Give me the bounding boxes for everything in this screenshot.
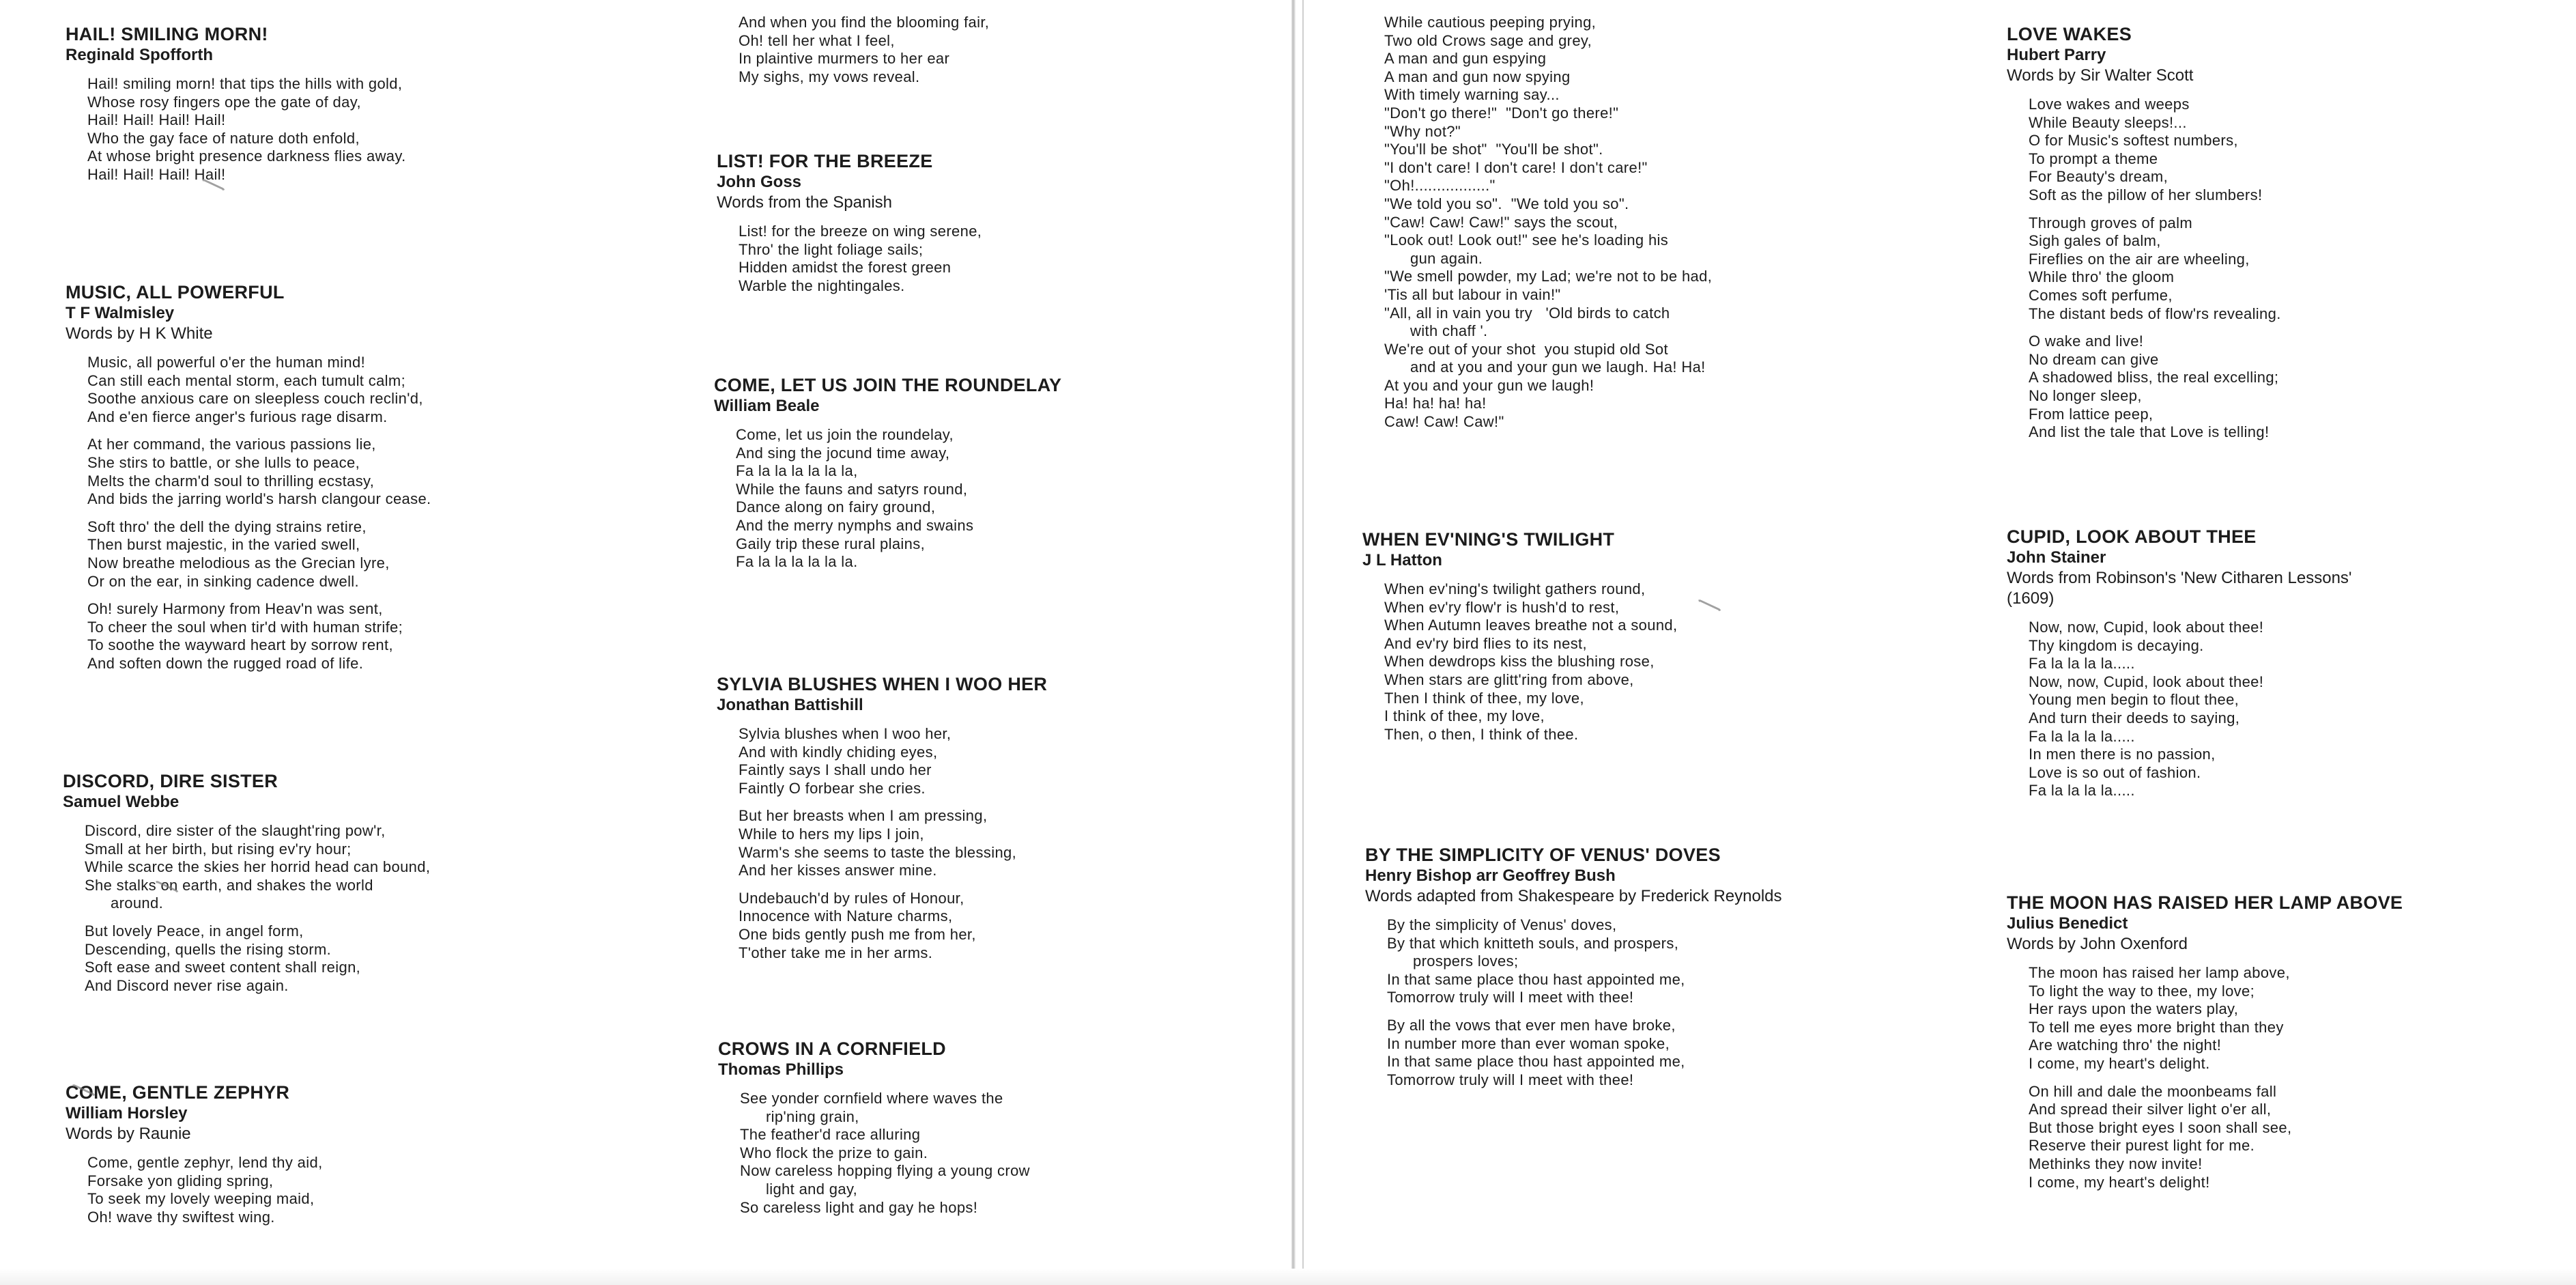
- lyric-line: Fireflies on the air are wheeling,: [2029, 250, 2250, 268]
- lyric-line: "Why not?": [1384, 122, 1461, 140]
- song-composer: John Stainer: [2007, 548, 2106, 567]
- lyric-line: Soothe anxious care on sleepless couch reclin'd,: [87, 390, 423, 408]
- verse: [63, 822, 582, 913]
- song-title: BY THE SIMPLICITY OF VENUS' DOVES: [1365, 845, 1721, 865]
- lyric-line: Faintly says I shall undo her: [739, 761, 932, 779]
- lyric-line: Fa la la la la.....: [2029, 655, 2135, 673]
- lyric-line: When ev'ry flow'r is hush'd to rest,: [1384, 598, 1620, 616]
- song-crows-in-a-cornfield: [718, 1038, 1237, 1217]
- lyric-line: We're out of your shot you stupid old Sot: [1384, 340, 1668, 358]
- song-title: CUPID, LOOK ABOUT THEE: [2007, 526, 2257, 547]
- lyric-line: Come, let us join the roundelay,: [736, 426, 954, 443]
- lyric-line: Innocence with Nature charms,: [739, 907, 953, 925]
- lyric-line: The distant beds of flow'rs revealing.: [2029, 305, 2281, 322]
- verse: [714, 426, 1233, 571]
- lyric-line: Now, now, Cupid, look about thee!: [2029, 619, 2264, 636]
- verse: [1365, 1017, 1816, 1089]
- verse: [2007, 1083, 2525, 1192]
- lyric-line: Now careless hopping flying a young crow: [740, 1162, 1030, 1180]
- lyric-line: But her breasts when I am pressing,: [739, 807, 988, 825]
- verse: [717, 223, 1235, 295]
- song-continuation-9: [1362, 14, 1881, 432]
- lyric-line: Fa la la la la.....: [2029, 727, 2135, 745]
- lyric-line: Then burst majestic, in the varied swell,: [87, 536, 360, 554]
- lyric-line: "Don't go there!" "Don't go there!": [1384, 104, 1619, 122]
- lyric-line: At whose bright presence darkness flies away.: [87, 147, 406, 165]
- lyric-line: gun again.: [1410, 249, 1483, 267]
- song-composer: Julius Benedict: [2007, 914, 2128, 933]
- song-composer: J L Hatton: [1362, 551, 1442, 569]
- song-come-let-us-join-the-roundelay: [714, 374, 1233, 571]
- lyric-line: My sighs, my vows reveal.: [739, 68, 920, 85]
- lyric-line: Gaily trip these rural plains,: [736, 535, 926, 552]
- lyric-line: By the simplicity of Venus' doves,: [1387, 916, 1617, 933]
- lyric-line: At you and your gun we laugh!: [1384, 376, 1594, 394]
- song-composer: T F Walmisley: [66, 304, 175, 322]
- song-come-gentle-zephyr: [66, 1082, 584, 1226]
- song-composer: Thomas Phillips: [718, 1060, 844, 1079]
- lyric-line: With timely warning say...: [1384, 86, 1560, 104]
- lyric-line: Soft as the pillow of her slumbers!: [2029, 186, 2263, 203]
- lyric-line: To light the way to thee, my love;: [2029, 982, 2255, 1000]
- song-title: DISCORD, DIRE SISTER: [63, 771, 278, 791]
- song-list-for-the-breeze: [717, 150, 1235, 295]
- verse: [66, 436, 584, 508]
- song-title: COME, LET US JOIN THE ROUNDELAY: [714, 375, 1062, 395]
- song-love-wakes: [2007, 23, 2525, 442]
- lyric-line: O wake and live!: [2029, 333, 2144, 350]
- lyric-line: Soft ease and sweet content shall reign,: [85, 959, 361, 976]
- lyric-line: To tell me eyes more bright than they: [2029, 1018, 2284, 1036]
- lyric-line: Who the gay face of nature doth enfold,: [87, 129, 360, 147]
- lyric-line: Dance along on fairy ground,: [736, 498, 936, 516]
- lyric-line: At her command, the various passions lie,: [87, 436, 376, 453]
- lyric-line: Fa la la la la la la.: [736, 553, 858, 571]
- verse: [66, 1154, 584, 1226]
- song-by-the-simplicity-of-venus-doves: [1365, 844, 1816, 1089]
- song-lyricist: Words by H K White: [66, 324, 213, 343]
- lyric-line: One bids gently push me from her,: [739, 925, 976, 943]
- song-composer: Henry Bishop arr Geoffrey Bush: [1365, 866, 1616, 885]
- lyric-line: "I don't care! I don't care! I don't care!": [1384, 158, 1648, 176]
- lyric-line: Methinks they now invite!: [2029, 1155, 2203, 1172]
- lyric-line: "All, all in vain you try 'Old birds to catch: [1384, 304, 1670, 322]
- lyric-line: Hail! Hail! Hail! Hail!: [87, 111, 226, 129]
- verse: [2007, 964, 2525, 1073]
- lyric-line: Young men begin to flout thee,: [2029, 691, 2239, 709]
- lyric-line: Through groves of palm: [2029, 214, 2193, 231]
- song-sylvia-blushes-when-i-woo-her: [717, 673, 1235, 962]
- lyric-line: In that same place thou hast appointed me,: [1387, 970, 1685, 988]
- lyric-line: To soothe the wayward heart by sorrow rent,: [87, 636, 393, 654]
- lyric-line: with chaff '.: [1410, 322, 1488, 340]
- song-title: CROWS IN A CORNFIELD: [718, 1039, 946, 1059]
- lyric-line: But lovely Peace, in angel form,: [85, 922, 304, 940]
- lyric-line: In that same place thou hast appointed me,: [1387, 1053, 1685, 1071]
- verse: [717, 725, 1235, 797]
- lyric-line: O for Music's softest numbers,: [2029, 132, 2238, 150]
- lyric-line: prospers loves;: [1413, 952, 1519, 970]
- lyric-line: Oh! surely Harmony from Heav'n was sent,: [87, 600, 383, 618]
- lyric-line: While Beauty sleeps!...: [2029, 113, 2187, 131]
- verse: [66, 518, 584, 591]
- lyric-line: And ev'ry bird flies to its nest,: [1384, 634, 1587, 652]
- lyric-line: And e'en fierce anger's furious rage disarm.: [87, 408, 388, 425]
- verse: [717, 807, 1235, 879]
- song-title: MUSIC, ALL POWERFUL: [66, 282, 285, 302]
- lyric-line: Oh! tell her what I feel,: [739, 31, 895, 49]
- lyric-line: Comes soft perfume,: [2029, 286, 2173, 304]
- lyric-line: While scarce the skies her horrid head can bound,: [85, 858, 431, 876]
- song-composer: Reginald Spofforth: [66, 46, 213, 64]
- center-fold: [1291, 0, 1296, 1285]
- song-lyricist: Words by John Oxenford: [2007, 935, 2188, 953]
- lyric-line: "Oh!.................": [1384, 177, 1495, 195]
- lyric-line: Melts the charm'd soul to thrilling ecstasy,: [87, 472, 375, 490]
- verse: [717, 14, 1235, 86]
- song-continuation-4: [717, 14, 1235, 86]
- lyric-line: Discord, dire sister of the slaught'ring pow'r,: [85, 822, 386, 839]
- lyric-line: A man and gun espying: [1384, 50, 1547, 68]
- lyric-line: Thy kingdom is decaying.: [2029, 636, 2204, 654]
- lyric-line: And bids the jarring world's harsh clangour cease.: [87, 490, 431, 508]
- lyric-line: To prompt a theme: [2029, 150, 2158, 167]
- lyric-line: Hail! Hail! Hail! Hail!: [87, 165, 226, 183]
- lyric-line: While thro' the gloom: [2029, 268, 2175, 286]
- lyric-line: Fa la la la la.....: [2029, 782, 2135, 800]
- lyric-line: No dream can give: [2029, 350, 2159, 368]
- song-lyricist: Words by Raunie: [66, 1125, 191, 1143]
- lyric-line: "You'll be shot" "You'll be shot".: [1384, 141, 1603, 158]
- lyric-line: And with kindly chiding eyes,: [739, 743, 938, 761]
- lyric-line: In men there is no passion,: [2029, 746, 2216, 763]
- lyric-line: "Caw! Caw! Caw!" says the scout,: [1384, 213, 1618, 231]
- lyric-line: 'Tis all but labour in vain!": [1384, 285, 1561, 303]
- lyric-line: Or on the ear, in sinking cadence dwell.: [87, 572, 360, 590]
- song-title: SYLVIA BLUSHES WHEN I WOO HER: [717, 674, 1048, 694]
- lyric-line: Ha! ha! ha! ha!: [1384, 395, 1487, 412]
- lyric-line: She stirs to battle, or she lulls to peace,: [87, 453, 360, 471]
- song-composer: John Goss: [717, 173, 802, 191]
- lyric-line: For Beauty's dream,: [2029, 168, 2169, 186]
- verse: [1365, 916, 1816, 1007]
- song-cupid-look-about-thee: [2007, 526, 2389, 800]
- lyric-line: To cheer the soul when tir'd with human strife;: [87, 618, 403, 636]
- lyric-line: And soften down the rugged road of life.: [87, 654, 364, 672]
- lyric-line: The moon has raised her lamp above,: [2029, 964, 2290, 981]
- verse: [63, 922, 582, 995]
- lyric-line: And sing the jocund time away,: [736, 444, 950, 462]
- verse: [1362, 580, 1881, 744]
- lyric-line: Sylvia blushes when I woo her,: [739, 725, 951, 742]
- lyric-line: In number more than ever woman spoke,: [1387, 1034, 1670, 1052]
- lyric-line: Sigh gales of balm,: [2029, 232, 2161, 250]
- lyric-line: And her kisses answer mine.: [739, 862, 937, 879]
- lyric-line: While cautious peeping prying,: [1384, 14, 1597, 31]
- song-composer: Jonathan Battishill: [717, 696, 863, 714]
- lyric-line: She stalks on earth, and shakes the world: [85, 876, 373, 894]
- lyric-line: A man and gun now spying: [1384, 68, 1571, 85]
- lyric-line: In plaintive murmers to her ear: [739, 50, 950, 68]
- lyric-line: Soft thro' the dell the dying strains retire,: [87, 518, 367, 535]
- lyric-line: I come, my heart's delight!: [2029, 1173, 2210, 1191]
- song-lyricist: Words from the Spanish: [717, 193, 893, 212]
- lyric-line: And the merry nymphs and swains: [736, 516, 974, 534]
- song-composer: Hubert Parry: [2007, 46, 2106, 64]
- lyric-line: Undebauch'd by rules of Honour,: [739, 889, 964, 907]
- lyric-line: Oh! wave thy swiftest wing.: [87, 1208, 275, 1226]
- song-composer: William Horsley: [66, 1104, 188, 1122]
- lyric-line: Forsake yon gliding spring,: [87, 1172, 274, 1189]
- lyric-line: When Autumn leaves breathe not a sound,: [1384, 617, 1678, 634]
- lyric-line: To seek my lovely weeping maid,: [87, 1190, 315, 1208]
- song-title: LIST! FOR THE BREEZE: [717, 151, 933, 171]
- lyric-line: Now breathe melodious as the Grecian lyre,: [87, 554, 390, 571]
- lyric-line: But those bright eyes I soon shall see,: [2029, 1118, 2292, 1136]
- verse: [2007, 214, 2525, 324]
- lyric-line: I come, my heart's delight.: [2029, 1054, 2210, 1072]
- lyric-line: Hidden amidst the forest green: [739, 259, 951, 277]
- verse: [2007, 333, 2525, 442]
- lyric-line: Tomorrow truly will I meet with thee!: [1387, 989, 1634, 1006]
- lyric-line: From lattice peep,: [2029, 405, 2153, 423]
- lyric-line: And when you find the blooming fair,: [739, 14, 990, 31]
- lyric-line: While the fauns and satyrs round,: [736, 480, 968, 498]
- song-title: LOVE WAKES: [2007, 24, 2132, 44]
- song-title: HAIL! SMILING MORN!: [66, 24, 268, 44]
- lyric-line: So careless light and gay he hops!: [740, 1198, 978, 1216]
- lyric-line: "Look out! Look out!" see he's loading his: [1384, 231, 1669, 249]
- lyric-line: While to hers my lips I join,: [739, 825, 924, 843]
- lyric-line: And list the tale that Love is telling!: [2029, 423, 2270, 441]
- lyric-line: around.: [111, 894, 164, 912]
- song-lyricist: Words adapted from Shakespeare by Frederick Reynolds: [1365, 887, 1782, 905]
- verse: [718, 1090, 1237, 1217]
- lyric-line: And Discord never rise again.: [85, 976, 289, 994]
- lyric-line: I think of thee, my love,: [1384, 707, 1545, 725]
- song-composer: William Beale: [714, 397, 820, 415]
- lyric-line: And spread their silver light o'er all,: [2029, 1101, 2272, 1118]
- lyric-line: On hill and dale the moonbeams fall: [2029, 1082, 2277, 1100]
- lyric-line: Warm's she seems to taste the blessing,: [739, 843, 1017, 861]
- lyric-line: By all the vows that ever men have broke,: [1387, 1016, 1676, 1034]
- lyric-line: T'other take me in her arms.: [739, 944, 933, 961]
- lyric-line: And turn their deeds to saying,: [2029, 709, 2240, 726]
- lyric-line: Now, now, Cupid, look about thee!: [2029, 673, 2264, 690]
- song-lyricist: Words by Sir Walter Scott: [2007, 66, 2194, 85]
- lyric-line: Love wakes and weeps: [2029, 96, 2190, 113]
- lyric-line: and at you and your gun we laugh. Ha! Ha!: [1410, 358, 1706, 376]
- song-title: COME, GENTLE ZEPHYR: [66, 1082, 290, 1103]
- song-the-moon-has-raised-her-lamp-above: [2007, 892, 2525, 1191]
- lyric-line: Reserve their purest light for me.: [2029, 1137, 2255, 1155]
- verse: [2007, 96, 2525, 205]
- lyric-line: Caw! Caw! Caw!": [1384, 413, 1504, 431]
- verse: [717, 890, 1235, 962]
- lyric-line: Faintly O forbear she cries.: [739, 779, 926, 797]
- lyric-line: rip'ning grain,: [766, 1107, 859, 1125]
- lyric-line: "We smell powder, my Lad; we're not to be had,: [1384, 268, 1713, 285]
- lyric-line: A shadowed bliss, the real excelling;: [2029, 369, 2279, 386]
- page-bottom-edge: [0, 1269, 2576, 1285]
- lyric-line: When ev'ning's twilight gathers round,: [1384, 580, 1646, 597]
- lyric-line: Then, o then, I think of thee.: [1384, 725, 1579, 743]
- verse: [2007, 619, 2389, 800]
- lyric-line: Hail! smiling morn! that tips the hills with gold,: [87, 75, 403, 92]
- song-title: WHEN EV'NING'S TWILIGHT: [1362, 529, 1615, 550]
- verse: [66, 354, 584, 426]
- song-composer: Samuel Webbe: [63, 793, 180, 811]
- lyric-line: Then I think of thee, my love,: [1384, 689, 1584, 707]
- lyric-line: Music, all powerful o'er the human mind!: [87, 354, 366, 371]
- lyric-line: Whose rosy fingers ope the gate of day,: [87, 93, 361, 111]
- song-hail-smiling-morn: [66, 23, 584, 184]
- lyric-line: When dewdrops kiss the blushing rose,: [1384, 653, 1655, 670]
- lyric-line: Can still each mental storm, each tumult calm;: [87, 371, 406, 389]
- lyric-line: List! for the breeze on wing serene,: [739, 223, 982, 240]
- lyric-line: Warble the nightingales.: [739, 277, 905, 294]
- song-when-ev-ning-s-twilight: [1362, 528, 1881, 744]
- center-fold-edge: [1302, 0, 1304, 1285]
- lyric-line: Are watching thro' the night!: [2029, 1036, 2222, 1054]
- song-title: THE MOON HAS RAISED HER LAMP ABOVE: [2007, 892, 2403, 913]
- verse: [66, 600, 584, 673]
- verse: [66, 75, 584, 184]
- lyric-line: By that which knitteth souls, and prospers,: [1387, 934, 1679, 952]
- lyric-line: Thro' the light foliage sails;: [739, 240, 924, 258]
- song-discord-dire-sister: [63, 770, 582, 995]
- lyric-line: Love is so out of fashion.: [2029, 763, 2201, 781]
- song-music-all-powerful: [66, 281, 584, 673]
- lyric-line: See yonder cornfield where waves the: [740, 1090, 1003, 1107]
- lyric-line: Who flock the prize to gain.: [740, 1144, 928, 1161]
- verse: [1362, 14, 1881, 432]
- lyric-line: The feather'd race alluring: [740, 1126, 921, 1144]
- lyric-line: Small at her birth, but rising ev'ry hour;: [85, 840, 352, 858]
- lyric-line: Tomorrow truly will I meet with thee!: [1387, 1071, 1634, 1088]
- lyric-line: When stars are glitt'ring from above,: [1384, 670, 1634, 688]
- lyric-line: Two old Crows sage and grey,: [1384, 31, 1592, 49]
- lyric-line: Descending, quells the rising storm.: [85, 940, 332, 958]
- lyric-line: "We told you so". "We told you so".: [1384, 195, 1629, 212]
- lyric-line: light and gay,: [766, 1180, 858, 1198]
- lyric-line: No longer sleep,: [2029, 386, 2142, 404]
- lyric-line: Her rays upon the waters play,: [2029, 1000, 2239, 1018]
- lyric-line: Come, gentle zephyr, lend thy aid,: [87, 1154, 323, 1171]
- lyric-line: Fa la la la la la la,: [736, 462, 858, 480]
- song-lyricist: Words from Robinson's 'New Citharen Lessons' (1609): [2007, 569, 2352, 608]
